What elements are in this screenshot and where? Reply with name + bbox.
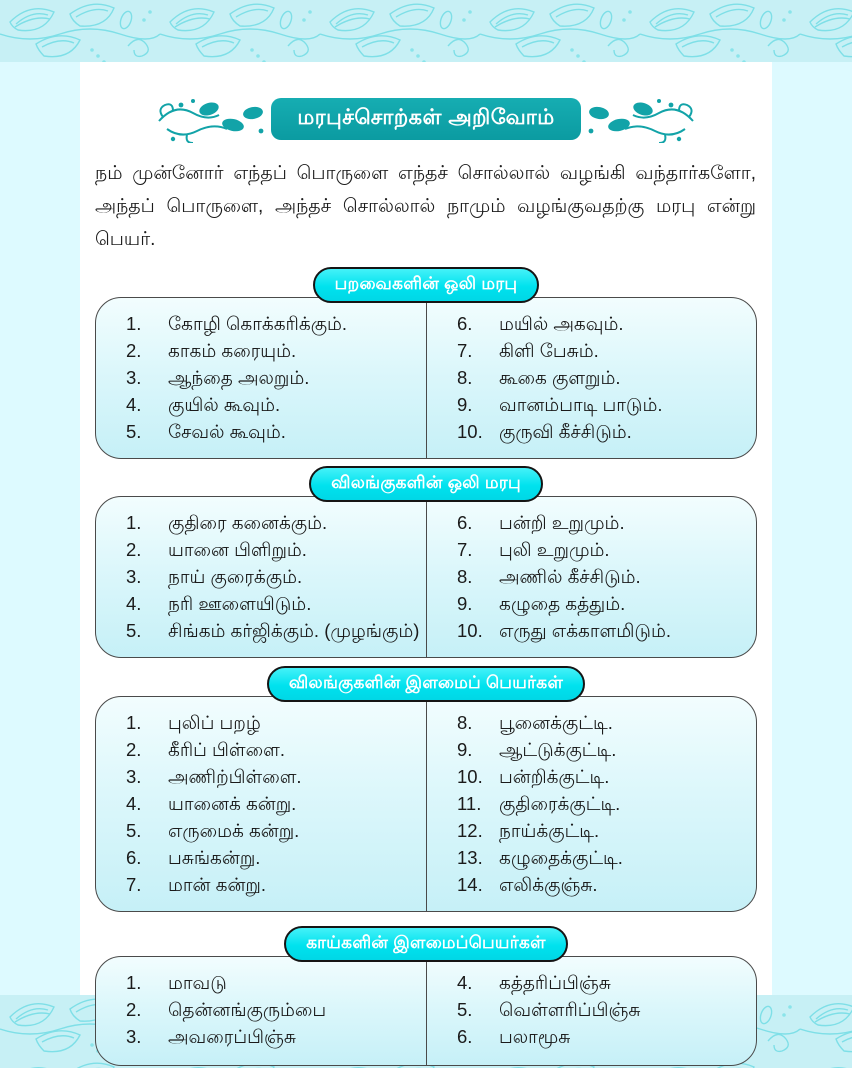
list-item <box>457 765 750 789</box>
section-table <box>95 956 757 1066</box>
page-title: மரபுச்சொற்கள் அறிவோம் <box>271 98 580 140</box>
item-text: எலிக்குஞ்சு. <box>499 874 598 895</box>
item-text: எருது எக்காளமிடும். <box>499 620 671 641</box>
section-bird-sounds <box>80 267 772 459</box>
item-number: 9. <box>457 593 473 614</box>
table-column-left <box>96 298 426 458</box>
title-row <box>80 95 772 143</box>
table-column-left <box>96 497 426 657</box>
list-item <box>126 511 420 535</box>
item-number: 3. <box>126 566 142 587</box>
item-number: 12. <box>457 820 483 841</box>
item-text: ஆந்தை அலறும். <box>168 367 310 388</box>
item-text: குதிரைக்குட்டி. <box>499 793 621 814</box>
section-heading: விலங்குகளின் ஒலி மரபு <box>309 466 543 502</box>
table-column-right <box>426 298 756 458</box>
section-heading: பறவைகளின் ஒலி மரபு <box>313 267 540 303</box>
item-number: 1. <box>126 712 142 733</box>
item-number: 4. <box>126 793 142 814</box>
item-text: கூகை குளறும். <box>499 367 621 388</box>
item-number: 6. <box>457 1026 473 1047</box>
list-item <box>126 339 420 363</box>
item-text: மாவடு <box>168 972 227 993</box>
list-item <box>126 738 420 762</box>
list-item <box>457 819 750 843</box>
item-number: 3. <box>126 1026 142 1047</box>
list-item <box>126 765 420 789</box>
item-text: நாய்க்குட்டி. <box>499 820 600 841</box>
table-column-left <box>96 697 426 911</box>
page-content <box>80 62 772 1047</box>
list-item <box>126 998 420 1022</box>
item-text: அணிற்பிள்ளை. <box>168 766 302 787</box>
item-number: 6. <box>457 512 473 533</box>
leaf-border-icon <box>0 0 852 62</box>
list-item <box>457 1025 750 1049</box>
list-item <box>126 711 420 735</box>
table-column-right <box>426 957 756 1065</box>
item-number: 5. <box>457 999 473 1020</box>
item-number: 7. <box>457 539 473 560</box>
item-text: நாய் குரைக்கும். <box>168 566 303 587</box>
list-item <box>457 619 750 643</box>
item-number: 10. <box>457 421 483 442</box>
list-item <box>126 846 420 870</box>
list-item <box>126 393 420 417</box>
list-item <box>126 873 420 897</box>
item-number: 11. <box>457 793 482 814</box>
item-text: குருவி கீச்சிடும். <box>499 421 632 442</box>
right-border <box>772 62 852 995</box>
item-number: 2. <box>126 340 142 361</box>
list-item <box>126 538 420 562</box>
item-number: 9. <box>457 739 473 760</box>
intro-paragraph: நம் முன்னோர் எந்தப் பொருளை எந்தச் சொல்லால் வழங்கி வந்தார்களோ, அந்தப் பொருளை, அந்தச் சொல்லால் நாமும் வழங்குவதற்கு மரபு என்று பெயர். <box>95 163 756 250</box>
item-number: 10. <box>457 766 483 787</box>
item-text: நரி ஊளையிடும். <box>168 593 312 614</box>
item-text: கத்தரிப்பிஞ்சு <box>499 972 611 993</box>
item-text: யானை பிளிறும். <box>168 539 307 560</box>
item-text: கோழி கொக்கரிக்கும். <box>168 313 348 334</box>
item-text: யானைக் கன்று. <box>168 793 297 814</box>
list-item <box>457 538 750 562</box>
item-text: அணில் கீச்சிடும். <box>499 566 641 587</box>
floral-flourish-icon <box>157 95 269 143</box>
item-number: 1. <box>126 313 142 334</box>
list-item <box>457 998 750 1022</box>
item-number: 6. <box>126 847 142 868</box>
item-text: குதிரை கனைக்கும். <box>168 512 328 533</box>
list-item <box>457 339 750 363</box>
table-column-right <box>426 497 756 657</box>
item-number: 1. <box>126 972 142 993</box>
item-text: எருமைக் கன்று. <box>168 820 300 841</box>
item-number: 4. <box>126 593 142 614</box>
item-number: 3. <box>126 367 142 388</box>
item-text: கீரிப் பிள்ளை. <box>168 739 285 760</box>
list-item <box>126 565 420 589</box>
item-text: பூனைக்குட்டி. <box>499 712 613 733</box>
section-animal-sounds <box>80 466 772 658</box>
item-number: 2. <box>126 739 142 760</box>
list-item <box>457 711 750 735</box>
list-item <box>457 565 750 589</box>
item-number: 2. <box>126 999 142 1020</box>
item-text: ஆட்டுக்குட்டி. <box>499 739 617 760</box>
item-text: பசுங்கன்று. <box>168 847 261 868</box>
section-vegetable-young-names <box>80 926 772 1066</box>
item-number: 7. <box>126 874 142 895</box>
list-item <box>457 366 750 390</box>
item-text: வெள்ளரிப்பிஞ்சு <box>499 999 641 1020</box>
item-text: காகம் கரையும். <box>168 340 297 361</box>
left-border <box>0 62 80 995</box>
item-text: வானம்பாடி பாடும். <box>499 394 663 415</box>
item-text: புலி உறுமும். <box>499 539 610 560</box>
list-item <box>457 971 750 995</box>
list-item <box>457 846 750 870</box>
item-number: 7. <box>457 340 473 361</box>
section-table <box>95 297 757 459</box>
item-text: கழுதைக்குட்டி. <box>499 847 623 868</box>
item-text: சேவல் கூவும். <box>168 421 286 442</box>
list-item <box>126 971 420 995</box>
list-item <box>457 592 750 616</box>
item-text: பன்றி உறுமும். <box>499 512 625 533</box>
section-animal-young-names <box>80 666 772 912</box>
item-number: 8. <box>457 566 473 587</box>
item-number: 9. <box>457 394 473 415</box>
list-item <box>126 619 420 643</box>
item-text: அவரைப்பிஞ்சு <box>168 1026 296 1047</box>
list-item <box>126 312 420 336</box>
list-item <box>457 792 750 816</box>
item-text: புலிப் பறழ் <box>168 712 261 733</box>
list-item <box>126 592 420 616</box>
item-number: 5. <box>126 820 142 841</box>
item-text: கிளி பேசும். <box>499 340 599 361</box>
item-number: 4. <box>126 394 142 415</box>
floral-flourish-icon <box>583 95 695 143</box>
item-text: பலாமூசு <box>499 1026 571 1047</box>
item-number: 10. <box>457 620 483 641</box>
list-item <box>126 420 420 444</box>
list-item <box>457 873 750 897</box>
top-border-pattern <box>0 0 852 62</box>
section-heading: விலங்குகளின் இளமைப் பெயர்கள் <box>267 666 585 702</box>
list-item <box>126 819 420 843</box>
table-column-right <box>426 697 756 911</box>
item-text: தென்னங்குரும்பை <box>168 999 327 1020</box>
item-number: 8. <box>457 367 473 388</box>
item-text: கழுதை கத்தும். <box>499 593 626 614</box>
item-text: சிங்கம் கர்ஜிக்கும். (முழங்கும்) <box>168 620 420 641</box>
item-text: குயில் கூவும். <box>168 394 281 415</box>
item-number: 4. <box>457 972 473 993</box>
list-item <box>457 393 750 417</box>
item-text: மயில் அகவும். <box>499 313 624 334</box>
section-heading: காய்களின் இளமைப்பெயர்கள் <box>284 926 568 962</box>
table-column-left <box>96 957 426 1065</box>
item-number: 6. <box>457 313 473 334</box>
list-item <box>457 420 750 444</box>
item-number: 2. <box>126 539 142 560</box>
item-number: 5. <box>126 421 142 442</box>
item-number: 8. <box>457 712 473 733</box>
item-number: 14. <box>457 874 483 895</box>
item-number: 1. <box>126 512 142 533</box>
item-number: 3. <box>126 766 142 787</box>
item-number: 5. <box>126 620 142 641</box>
item-text: மான் கன்று. <box>168 874 267 895</box>
section-table <box>95 696 757 912</box>
list-item <box>457 312 750 336</box>
item-text: பன்றிக்குட்டி. <box>499 766 610 787</box>
section-table <box>95 496 757 658</box>
list-item <box>126 366 420 390</box>
list-item <box>126 1025 420 1049</box>
list-item <box>126 792 420 816</box>
item-number: 13. <box>457 847 483 868</box>
list-item <box>457 511 750 535</box>
list-item <box>457 738 750 762</box>
